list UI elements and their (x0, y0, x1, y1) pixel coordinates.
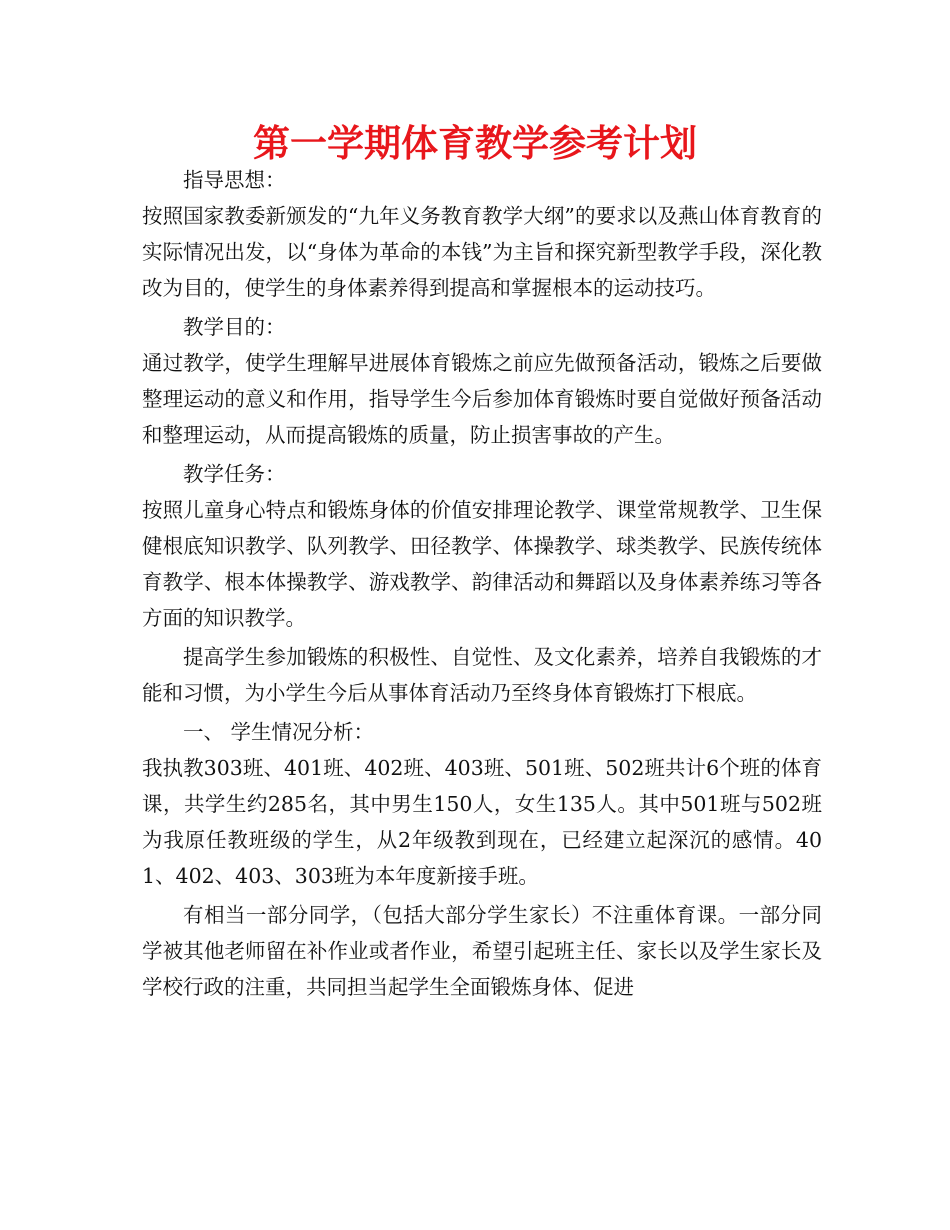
paragraph-improve-students: 提高学生参加锻炼的积极性、自觉性、及文化素养，培养自我锻炼的才能和习惯，为小学生今后从事体育活动乃至终身体育锻炼打下根底。 (142, 645, 822, 705)
paragraph-attention-issue: 有相当一部分同学，（包括大部分学生家长）不注重体育课。一部分同学被其他老师留在补作业或者作业，希望引起班主任、家长以及学生家长及学校行政的注重，共同担当起学生全面锻炼身体、促进 (142, 903, 822, 999)
paragraph-teaching-tasks: 按照儿童身心特点和锻炼身体的价值安排理论教学、课堂常规教学、卫生保健根底知识教学、队列教学、田径教学、体操教学、球类教学、民族传统体育教学、根本体操教学、游戏教学、韵律活动和舞蹈以及身体素养练习等各方面的知识教学。 (142, 498, 822, 630)
paragraph-guiding-thought: 按照国家教委新颁发的“九年义务教育教学大纲”的要求以及燕山体育教育的实际情况出发，以“身体为革命的本钱”为主旨和探究新型教学手段，深化教改为目的，使学生的身体素养得到提高和掌握根本的运动技巧。 (142, 204, 822, 300)
paragraph-student-analysis: 我执教303班、401班、402班、403班、501班、502班共计6个班的体育课，共学生约285名，其中男生150人，女生135人。其中501班与502班为我原任教班级的学生，从2年级教到现在，已经建立起深沉的感情。401、402、403、303班为本年度新接手班。 (142, 756, 822, 888)
document-title: 第一学期体育教学参考计划 (253, 122, 697, 165)
document-body (142, 162, 822, 1005)
heading-teaching-tasks: 教学任务： (183, 462, 286, 486)
heading-teaching-purpose: 教学目的： (183, 315, 286, 339)
heading-student-analysis: 一、 学生情况分析： (183, 720, 375, 744)
paragraph-teaching-purpose: 通过教学，使学生理解早进展体育锻炼之前应先做预备活动，锻炼之后要做整理运动的意义和作用，指导学生今后参加体育锻炼时要自觉做好预备活动和整理运动，从而提高锻炼的质量，防止损害事故的产生。 (142, 351, 822, 447)
heading-guiding-thought: 指导思想： (183, 168, 286, 192)
